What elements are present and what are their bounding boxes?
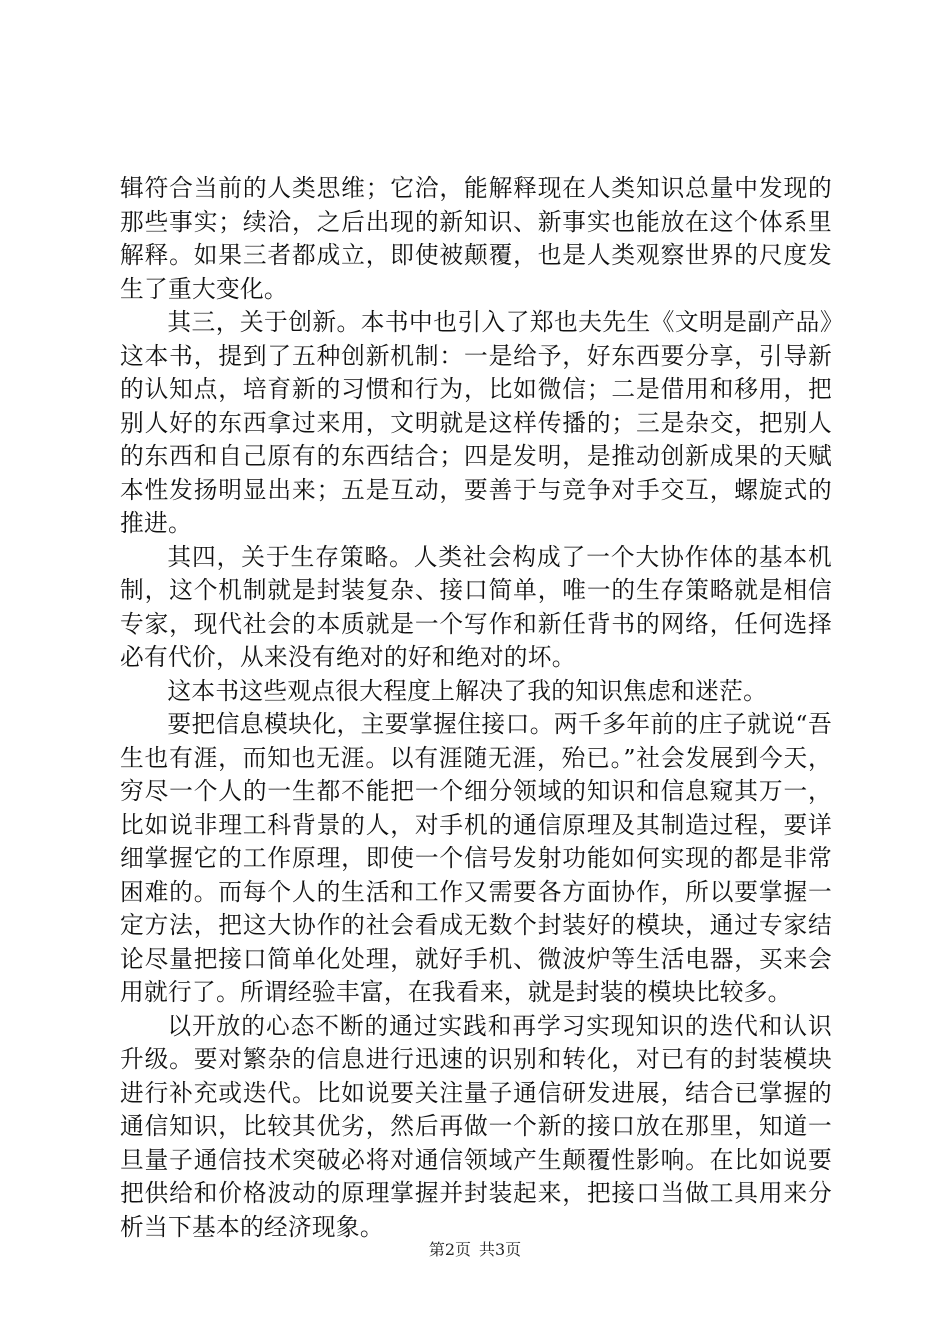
paragraph-iteration: 以开放的心态不断的通过实践和再学习实现知识的迭代和认识升级。要对繁杂的信息进行迅速的识别和转化，对已有的封装模块进行补充或迭代。比如说要关注量子通信研发进展，结合已掌握的通信知识，比较其优劣，然后再做一个新的接口放在那里，知道一旦量子通信技术突破必将对通信领域产生颠覆性影响。在比如说要把供给和价格波动的原理掌握并封装起来，把接口当做工具用来分析当下基本的经济现象。 — [120, 1011, 832, 1241]
document-body — [120, 172, 832, 1244]
paragraph-knowledge-anxiety: 这本书这些观点很大程度上解决了我的知识焦虑和迷茫。 — [167, 676, 768, 705]
paragraph-continuation: 辑符合当前的人类思维；它洽，能解释现在人类知识总量中发现的那些事实；续洽，之后出现的新知识、新事实也能放在这个体系里解释。如果三者都成立，即使被颠覆，也是人类观察世界的尺度发生了重大变化。 — [120, 174, 832, 303]
paragraph-modular-information: 要把信息模块化，主要掌握住接口。两千多年前的庄子就说“吾生也有涯，而知也无涯。以有涯随无涯，殆已。”社会发展到今天，穷尽一个人的一生都不能把一个细分领域的知识和信息窥其万一，比如说非理工科背景的人，对手机的通信原理及其制造过程，要详细掌握它的工作原理，即使一个信号发射功能如何实现的都是非常困难的。而每个人的生活和工作又需要各方面协作，所以要掌握一定方法，把这大协作的社会看成无数个封装好的模块，通过专家结论尽量把接口简单化处理，就好手机、微波炉等生活电器，买来会用就行了。所谓经验丰富，在我看来，就是封装的模块比较多。 — [120, 710, 832, 1006]
page-number: 第2页 — [428, 1240, 471, 1259]
page-footer — [0, 1240, 950, 1260]
paragraph-innovation: 其三，关于创新。本书中也引入了郑也夫先生《文明是副产品》这本书，提到了五种创新机制：一是给予，好东西要分享，引导新的认知点，培育新的习惯和行为，比如微信；二是借用和移用，把别人好的东西拿过来用，文明就是这样传播的；三是杂交，把别人的东西和自己原有的东西结合；四是发明，是推动创新成果的天赋本性发扬明显出来；五是互动，要善于与竞争对手交互，螺旋式的推进。 — [120, 308, 832, 537]
page-total: 共3页 — [479, 1240, 522, 1259]
paragraph-survival-strategy: 其四，关于生存策略。人类社会构成了一个大协作体的基本机制，这个机制就是封装复杂、接口简单，唯一的生存策略就是相信专家，现代社会的本质就是一个写作和新任背书的网络，任何选择必有代价，从来没有绝对的好和绝对的坏。 — [120, 542, 832, 671]
